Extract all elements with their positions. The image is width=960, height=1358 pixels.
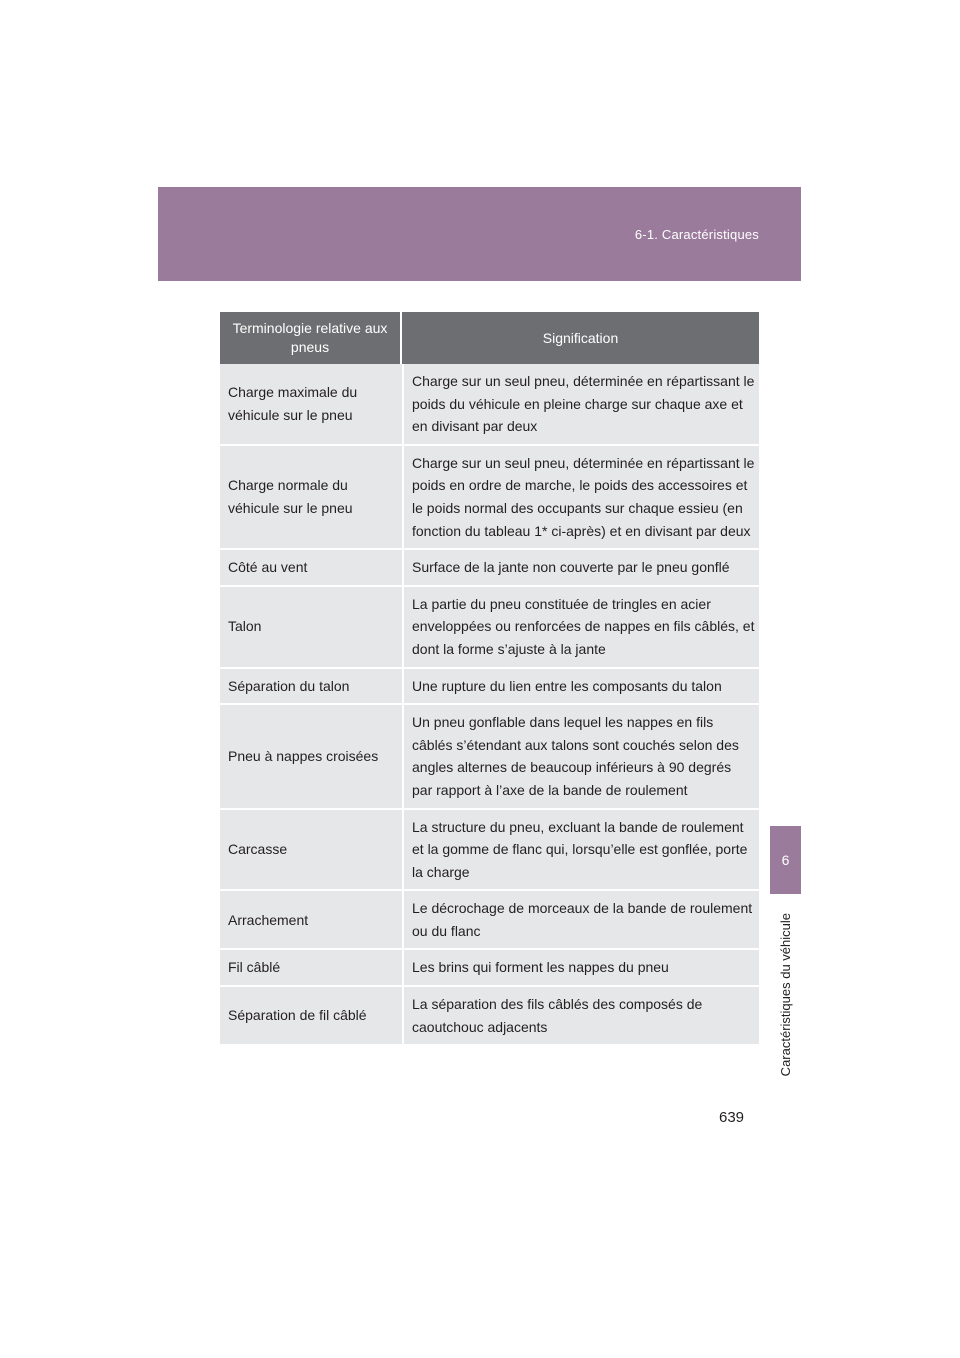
section-title: 6-1. Caractéristiques — [634, 227, 759, 242]
meaning-cell: La partie du pneu constituée de tringles en acier enveloppées ou renforcées de nappes en fils câblés, et dont la forme s’ajuste à la jante — [402, 587, 759, 669]
meaning-cell: La structure du pneu, excluant la bande de roulement et la gomme de flanc qui, lorsqu’elle est gonflée, porte la charge — [402, 810, 759, 892]
table-row — [220, 669, 759, 706]
term-cell: Charge normale du véhicule sur le pneu — [220, 446, 402, 550]
term-cell: Talon — [220, 587, 402, 669]
term-cell: Charge maximale du véhicule sur le pneu — [220, 364, 402, 446]
page-number: 639 — [719, 1109, 745, 1126]
meaning-cell: Charge sur un seul pneu, déterminée en répartissant le poids du véhicule en pleine charge sur chaque axe et en divisant par deux — [402, 364, 759, 446]
meaning-cell: Une rupture du lien entre les composants du talon — [402, 669, 759, 706]
table-row — [220, 446, 759, 550]
table-row — [220, 891, 759, 950]
meaning-cell: Charge sur un seul pneu, déterminée en répartissant le poids en ordre de marche, le poids des accessoires et le poids normal des occupants sur chaque essieu (en fonction du tableau 1* ci-après) et en divisant par deux — [402, 446, 759, 550]
meaning-cell: Surface de la jante non couverte par le pneu gonflé — [402, 550, 759, 587]
table-row — [220, 550, 759, 587]
meaning-cell: Les brins qui forment les nappes du pneu — [402, 950, 759, 987]
term-cell: Côté au vent — [220, 550, 402, 587]
header-terminology: Terminologie relative aux pneus — [220, 312, 402, 364]
tire-terminology-table — [220, 312, 759, 1046]
meaning-cell: Un pneu gonflable dans lequel les nappes en fils câblés s’étendant aux talons sont couchés selon des angles alternes de beaucoup inférieurs à 90 degrés par rapport à l’axe de la bande de roulement — [402, 705, 759, 809]
chapter-number: 6 — [781, 852, 790, 868]
section-header-band — [158, 187, 801, 281]
table-row — [220, 810, 759, 892]
term-cell: Carcasse — [220, 810, 402, 892]
table-row — [220, 950, 759, 987]
header-meaning: Signification — [402, 312, 759, 364]
table-row — [220, 705, 759, 809]
term-cell: Fil câblé — [220, 950, 402, 987]
table-row — [220, 987, 759, 1046]
term-cell: Arrachement — [220, 891, 402, 950]
chapter-number-tab — [770, 826, 801, 894]
term-cell: Séparation du talon — [220, 669, 402, 706]
meaning-cell: Le décrochage de morceaux de la bande de roulement ou du flanc — [402, 891, 759, 950]
chapter-title: Caractéristiques du véhicule — [777, 913, 793, 1077]
meaning-cell: La séparation des fils câblés des composés de caoutchouc adjacents — [402, 987, 759, 1046]
table-header-row — [220, 312, 759, 364]
term-cell: Séparation de fil câblé — [220, 987, 402, 1046]
term-cell: Pneu à nappes croisées — [220, 705, 402, 809]
table-row — [220, 364, 759, 446]
table-row — [220, 587, 759, 669]
chapter-title-vertical — [772, 905, 798, 1085]
